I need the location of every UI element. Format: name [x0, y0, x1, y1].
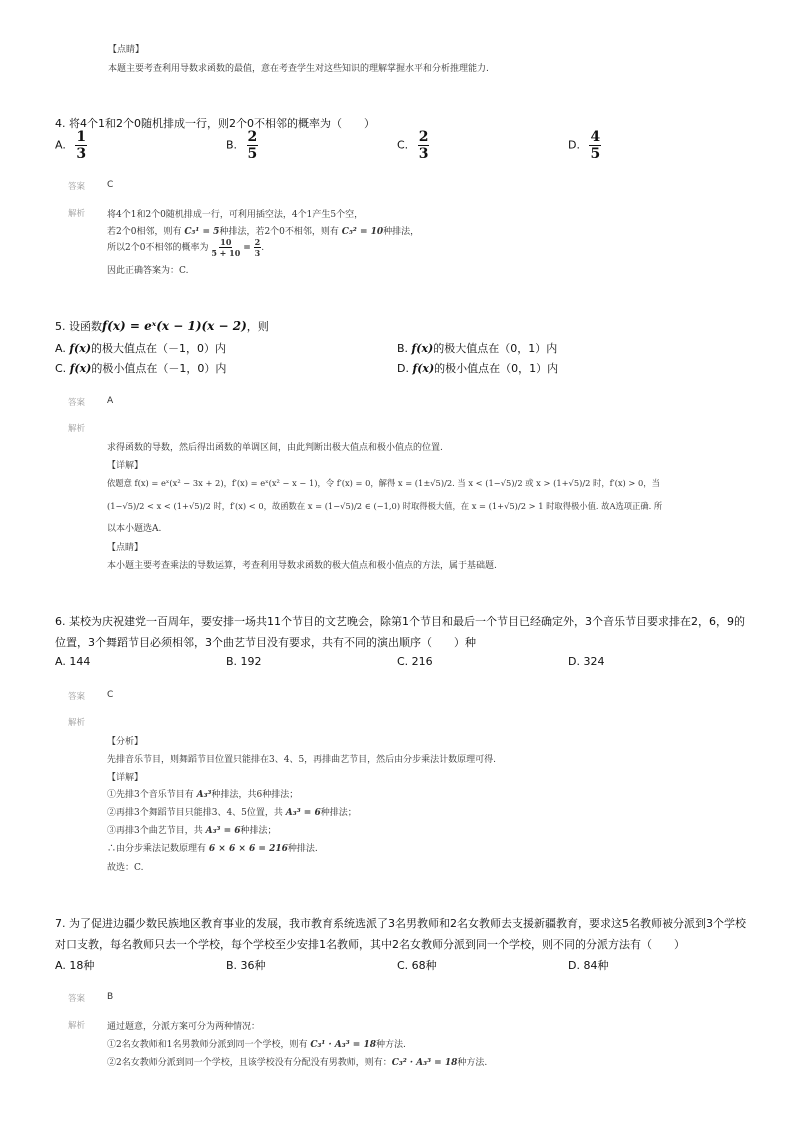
denominator: 3: [418, 146, 429, 162]
numerator: 2: [418, 129, 429, 145]
option-text: 的极大值点在（－1，0）内: [91, 342, 227, 355]
option-letter: B.: [397, 342, 412, 355]
numerator: 1: [76, 129, 87, 145]
option-letter: B.: [226, 138, 238, 152]
q6-solution-line-2: [107, 787, 298, 800]
text: ③再排3个曲艺节目，共: [107, 826, 206, 836]
q7-analysis-label: 解析: [68, 1021, 86, 1031]
q5-solution-line-5: 本小题主要考查乘法的导数运算，考查利用导数求函数的极大值点和极小值点的方法，属于基础题.: [107, 561, 497, 571]
option-letter: C.: [55, 362, 70, 375]
denominator: 5 + 10: [211, 248, 241, 258]
text: ①2名女教师和1名男教师分派到同一个学校，则有: [107, 1040, 311, 1050]
option-fraction: [75, 130, 87, 161]
q6-xiangjie-tag: 【详解】: [107, 773, 144, 783]
q6-stem-line-1: 6. 某校为庆祝建党一百周年，要安排一场共11个节目的文艺晚会，除第1个节目和最后一个节目已经确定外，3个音乐节目要求排在2，6，9的: [55, 615, 745, 628]
text: ∴由分步乘法记数原理有: [107, 844, 209, 854]
q4-solution-line-4: 因此正确答案为：C.: [107, 266, 189, 276]
q7-option-c[interactable]: C. 68种: [397, 959, 437, 972]
text: 种排法；: [240, 826, 277, 836]
q6-option-a[interactable]: A. 144: [55, 655, 91, 668]
math: A₃³ = 6: [205, 826, 241, 836]
numerator: 2: [247, 129, 258, 145]
option-text: 的极小值点在（－1，0）内: [91, 362, 227, 375]
q5-option-c[interactable]: [55, 360, 226, 376]
q6-solution-line-5: [107, 841, 318, 854]
q6-stem-line-2: 位置，3个舞蹈节目必须相邻，3个曲艺节目没有要求，共有不同的演出顺序（ ）种: [55, 636, 476, 649]
q5-xiangjie-tag: 【详解】: [107, 461, 144, 471]
text: .: [261, 243, 265, 253]
q5-solution-line-4: 以本小题选A.: [107, 524, 162, 534]
q5-analysis-label: 解析: [68, 424, 86, 434]
text: 种排法.: [287, 844, 318, 854]
q6-answer-label: 答案: [68, 692, 86, 702]
math: 6 × 6 × 6 = 216: [208, 844, 288, 854]
q4-option-a[interactable]: [55, 130, 87, 161]
text: 5. 设函数: [55, 320, 102, 333]
math: f(x): [69, 342, 92, 355]
q6-solution-line-4: [107, 823, 277, 836]
text: 种方法.: [375, 1040, 406, 1050]
text: 种排法；: [320, 808, 357, 818]
option-letter: A.: [55, 342, 70, 355]
numerator: 2: [254, 237, 261, 247]
q4-solution-line-1: 将4个1和2个0随机排成一行，可利用插空法，4个1产生5个空，: [107, 210, 364, 220]
denominator: 3: [254, 248, 261, 258]
q4-option-d[interactable]: [568, 130, 601, 161]
q7-solution-line-2: [107, 1037, 406, 1050]
q7-option-b[interactable]: B. 36种: [226, 959, 266, 972]
q7-answer-label: 答案: [68, 994, 86, 1004]
q4-option-c[interactable]: [397, 130, 429, 161]
text: 种排法，共6种排法；: [211, 790, 299, 800]
q6-solution-line-3: [107, 805, 357, 818]
q7-stem-line-1: 7. 为了促进边疆少数民族地区教育事业的发展，我市教育系统选派了3名男教师和2名女教师去支援新疆教育，要求这5名教师被分派到3个学校: [55, 917, 746, 930]
math: f(x): [411, 342, 434, 355]
q5-solution-line-1: 求得函数的导数，然后得出函数的单调区间，由此判断出极大值点和极小值点的位置.: [107, 443, 443, 453]
text: ①先排3个音乐节目有: [107, 790, 197, 800]
q4-option-b[interactable]: [226, 130, 258, 161]
text: 种排法，: [383, 227, 420, 237]
option-letter: C.: [397, 138, 409, 152]
q5-solution-line-2: 依题意 f(x) = eˣ(x² − 3x + 2)，f′(x) = eˣ(x² − x − 1)，令 f′(x) = 0，解得 x = (1±√5)/2. 当 x < (1−√5)/2 或 x > (1+√5)/2 时，f′(x) > 0，当: [107, 478, 660, 488]
q5-stem: [55, 318, 269, 334]
option-text: 的极大值点在（0，1）内: [433, 342, 558, 355]
option-text: 的极小值点在（0，1）内: [434, 362, 559, 375]
text: ②再排3个舞蹈节目只能排3、4、5位置，共: [107, 808, 286, 818]
numerator: 4: [590, 129, 601, 145]
q7-solution-line-3: [107, 1055, 487, 1068]
q4-analysis-label: 解析: [68, 209, 86, 219]
equals: =: [243, 243, 251, 253]
option-letter: D.: [568, 138, 580, 152]
dianjing-tag: 【点睛】: [108, 45, 145, 55]
text: 种方法.: [457, 1058, 488, 1068]
math: A₃³: [196, 790, 212, 800]
q6-solution-line-6: 故选：C.: [107, 863, 144, 873]
q5-option-b[interactable]: [397, 340, 557, 356]
q5-dianjing-tag: 【点睛】: [107, 543, 144, 553]
q5-option-a[interactable]: [55, 340, 226, 356]
math: f(x): [412, 362, 435, 375]
q7-answer-value: B: [107, 992, 114, 1002]
text: ②2名女教师分派到同一个学校，且该学校没有分配没有男教师，则有：: [107, 1058, 392, 1068]
fraction: [211, 238, 240, 257]
q6-option-c[interactable]: C. 216: [397, 655, 433, 668]
q4-answer-value: C: [107, 180, 114, 190]
q4-answer-label: 答案: [68, 182, 86, 192]
q5-answer-value: A: [107, 396, 114, 406]
math: A₃³ = 6: [285, 808, 321, 818]
math: f(x): [69, 362, 92, 375]
math: C₅² = 10: [341, 227, 384, 237]
q5-option-d[interactable]: [397, 360, 558, 376]
q5-solution-line-3: (1−√5)/2 < x < (1+√5)/2 时，f′(x) < 0，故函数在 x = (1−√5)/2 ∈ (−1,0) 时取得极大值，在 x = (1+√5)/2 > 1 时取得极小值. 故A选项正确. 所: [107, 501, 663, 511]
q7-solution-line-1: 通过题意，分派方案可分为两种情况：: [107, 1022, 261, 1032]
q4-solution-line-2: [107, 224, 419, 237]
denominator: 3: [76, 146, 87, 162]
q5-answer-label: 答案: [68, 398, 86, 408]
math: f(x) = eˣ(x − 1)(x − 2): [102, 319, 247, 333]
numerator: 10: [220, 237, 232, 247]
math: C₃¹ · A₃³ = 18: [310, 1040, 376, 1050]
denominator: 5: [247, 146, 258, 162]
q4-stem: 4. 将4个1和2个0随机排成一行，则2个0不相邻的概率为（ ）: [55, 117, 375, 130]
dianjing-text: 本题主要考查利用导数求函数的最值，意在考查学生对这些知识的理解掌握水平和分析推理能力.: [108, 64, 489, 74]
text: 所以2个0不相邻的概率为: [107, 243, 209, 253]
math: C₃² · A₃³ = 18: [391, 1058, 458, 1068]
q6-fenxi-tag: 【分析】: [107, 737, 144, 747]
q6-answer-value: C: [107, 690, 114, 700]
q4-solution-line-3: [107, 238, 264, 257]
q7-stem-line-2: 对口支教，每名教师只去一个学校，每个学校至少安排1名教师，其中2名女教师分派到同一个学校，则不同的分派方法有（ ）: [55, 938, 685, 951]
q6-analysis-label: 解析: [68, 718, 86, 728]
option-letter: A.: [55, 138, 66, 152]
text: 种排法，若2个0不相邻，则有: [219, 227, 342, 237]
math: C₅¹ = 5: [184, 227, 220, 237]
q7-option-d[interactable]: D. 84种: [568, 959, 609, 972]
text: ，则: [246, 320, 269, 333]
option-fraction: [247, 130, 259, 161]
option-fraction: [589, 130, 601, 161]
q6-option-b[interactable]: B. 192: [226, 655, 262, 668]
option-fraction: [418, 130, 430, 161]
q6-option-d[interactable]: D. 324: [568, 655, 605, 668]
text: 若2个0相邻，则有: [107, 227, 185, 237]
q6-solution-line-1: 先排音乐节目，则舞蹈节目位置只能排在3、4、5，再排曲艺节目，然后由分步乘法计数原理可得.: [107, 755, 497, 765]
denominator: 5: [590, 146, 601, 162]
option-letter: D.: [397, 362, 413, 375]
q7-option-a[interactable]: A. 18种: [55, 959, 95, 972]
